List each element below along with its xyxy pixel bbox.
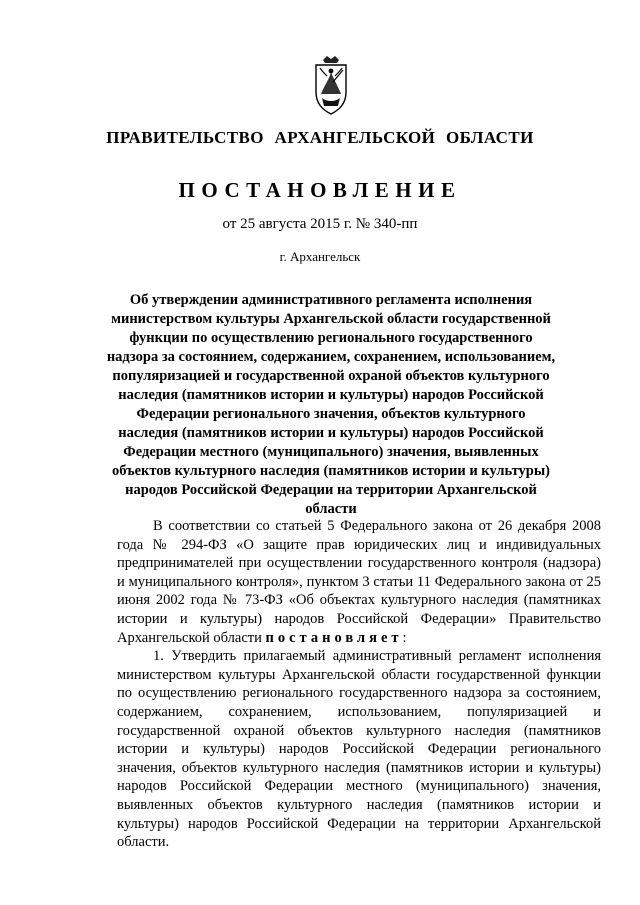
coat-of-arms-icon (313, 54, 349, 116)
paragraph-preamble (117, 517, 601, 647)
paragraph-1: 1. Утвердить прилагаемый административный регламент исполнения министерством культуры Архангельской области государственной функции по осуществлению регионального государственного надзора за состоянием, содержанием, сохранением, использованием, популяризацией и государственной охраной объектов культурного наследия (памятников истории и культуры) народов Российской Федерации регионального значения, объектов культурного наследия (памятников истории и культуры) народов Российской Федерации местного (муниципального) значения, выявленных объектов культурного наследия (памятников истории и культуры) народов Российской Федерации на территории Архангельской области. (117, 648, 601, 851)
date-and-number: от 25 августа 2015 г. № 340-пп (222, 216, 418, 232)
document-body (117, 517, 601, 852)
resolves-suffix: : (402, 629, 407, 646)
document-subject: Об утверждении административного регламента исполнения министерством культуры Архангельской области государственной функции по осуществлению регионального государственного надзора за состоянием, содержанием, сохранением, использованием, популяризацией и государственной охраной объектов культурного наследия (памятников истории и культуры) народов Российской Федерации регионального значения, объектов культурного наследия (памятников истории и культуры) народов Российской Федерации местного (муниципального) значения, выявленных объектов культурного наследия (памятников истории и культуры) народов Российской Федерации на территории Архангельской области (106, 292, 556, 517)
resolves-word: постановляет (265, 629, 403, 646)
government-title: ПРАВИТЕЛЬСТВО АРХАНГЕЛЬСКОЙ ОБЛАСТИ (106, 128, 534, 147)
preamble-text: В соответствии со статьей 5 Федерального закона от 26 декабря 2008 года № 294-ФЗ «О защите прав юридических лиц и индивидуальных предпринимателей при осуществлении государственного контроля (надзора) и муниципального контроля», пунктом 3 статьи 11 Федерального закона от 25 июня 2002 года № 73-ФЗ «Об объектах культурного наследия (памятниках истории и культуры) народов Российской Федерации» Правительство Архангельской области (117, 518, 601, 646)
place-of-issue: г. Архангельск (279, 249, 361, 264)
document-type: ПОСТАНОВЛЕНИЕ (178, 178, 462, 202)
